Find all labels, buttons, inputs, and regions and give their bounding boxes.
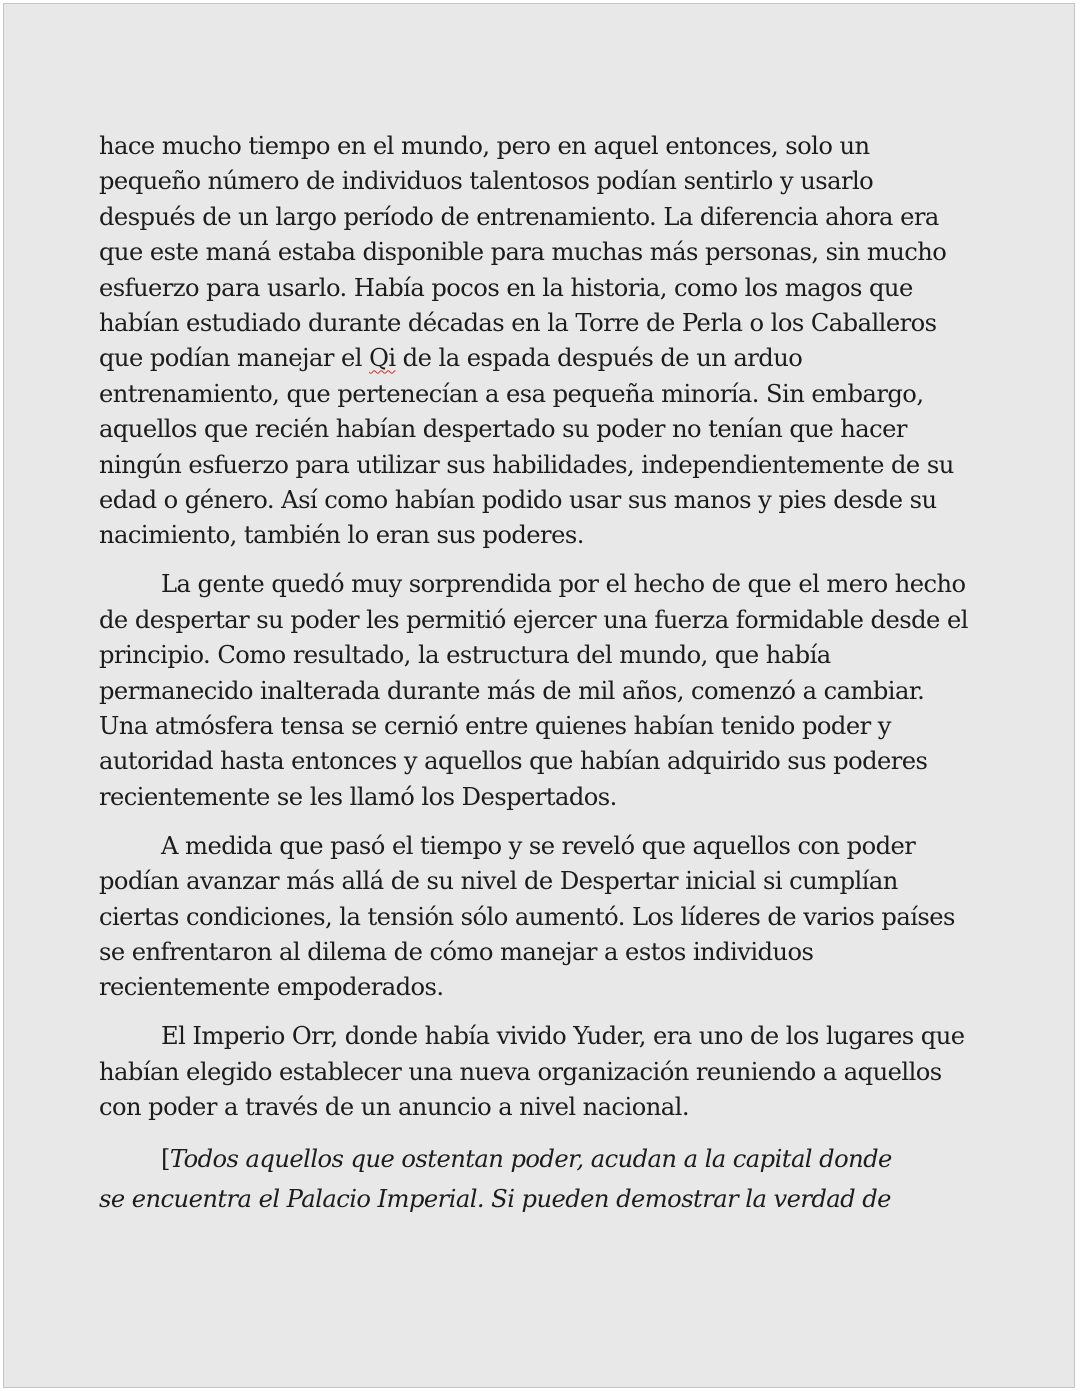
text-line: se enfrentaron al dilema de cómo manejar a estos individuos [99,937,814,966]
text-line [99,1139,989,1179]
text-segment: de la espada después de un arduo [395,344,803,373]
text-line: esfuerzo para usarlo. Había pocos en la historia, como los magos que [99,273,913,302]
paragraph-3 [99,829,989,1006]
text-line: nacimiento, también lo eran sus poderes. [99,521,584,550]
text-line: ciertas condiciones, la tensión sólo aumentó. Los líderes de varios países [99,902,955,931]
text-line: que este maná estaba disponible para muchas más personas, sin mucho [99,238,947,267]
text-line: La gente quedó muy sorprendida por el hecho de que el mero hecho [161,570,966,599]
text-line [99,341,989,376]
text-line: hace mucho tiempo en el mundo, pero en aquel entonces, solo un [99,132,870,160]
paragraph-5-quote [99,1139,989,1219]
text-segment: Todos aquellos que ostentan poder, acudan a la capital donde [169,1144,892,1173]
text-line: de despertar su poder les permitió ejercer una fuerza formidable desde el [99,605,968,634]
text-line: edad o género. Así como habían podido usar sus manos y pies desde su [99,486,937,515]
text-line: principio. Como resultado, la estructura del mundo, que había [99,641,831,670]
text-line: A medida que pasó el tiempo y se reveló que aquellos con poder [161,831,916,860]
document-body[interactable] [99,129,989,1232]
text-line: El Imperio Orr, donde había vivido Yuder, era uno de los lugares que [161,1022,965,1051]
text-line: recientemente se les llamó los Despertados. [99,782,617,811]
text-segment: que podían manejar el [99,344,370,373]
text-line: autoridad hasta entonces y aquellos que habían adquirido sus poderes [99,747,928,776]
paragraph-4 [99,1019,989,1125]
text-line: ningún esfuerzo para utilizar sus habilidades, independientemente de su [99,450,954,479]
text-line: recientemente empoderados. [99,973,444,1002]
text-line: pequeño número de individuos talentosos podían sentirlo y usarlo [99,167,874,196]
document-page[interactable] [3,3,1075,1388]
text-line: después de un largo período de entrenamiento. La diferencia ahora era [99,202,939,231]
text-line: se encuentra el Palacio Imperial. Si pueden demostrar la verdad de [99,1184,891,1213]
text-line: permanecido inalterada durante más de mil años, comenzó a cambiar. [99,676,925,705]
paragraph-1 [99,129,989,554]
text-line: podían avanzar más allá de su nivel de Despertar inicial si cumplían [99,867,898,896]
spellcheck-flagged-word[interactable]: Qi [369,344,396,373]
opening-bracket: [ [161,1144,170,1173]
text-line: con poder a través de un anuncio a nivel nacional. [99,1093,689,1122]
text-line: entrenamiento, que pertenecían a esa pequeña minoría. Sin embargo, [99,379,924,408]
text-line: aquellos que recién habían despertado su poder no tenían que hacer [99,415,907,444]
text-line: habían elegido establecer una nueva organización reuniendo a aquellos [99,1057,942,1086]
text-line: habían estudiado durante décadas en la Torre de Perla o los Caballeros [99,309,937,338]
text-line: Una atmósfera tensa se cernió entre quienes habían tenido poder y [99,712,891,740]
paragraph-2 [99,567,989,815]
